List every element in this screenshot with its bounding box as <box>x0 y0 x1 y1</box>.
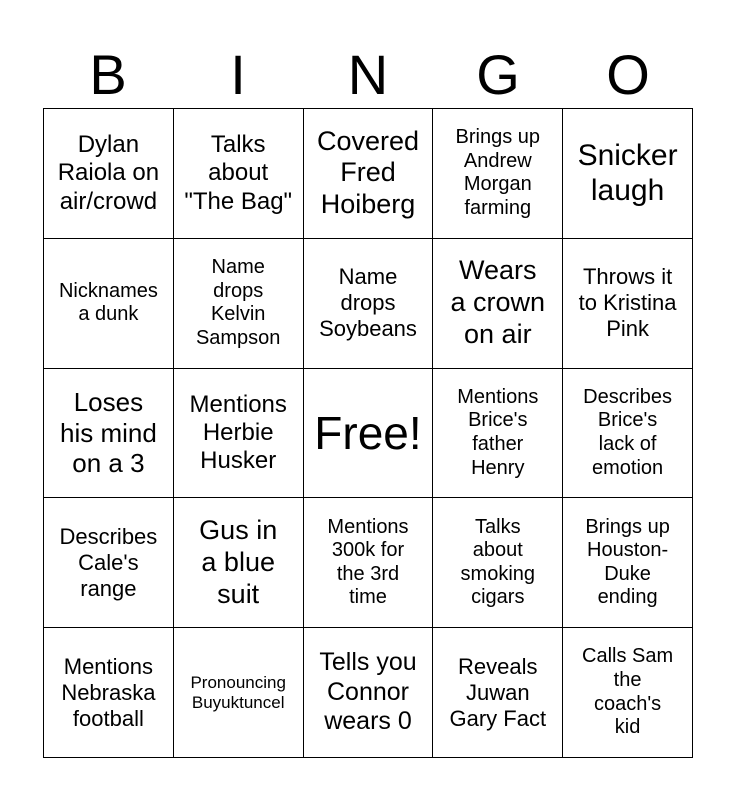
cell-text: Nicknames a dunk <box>58 279 158 326</box>
cell-text: Snicker laugh <box>577 139 678 208</box>
bingo-cell-r2-c3[interactable] <box>304 239 434 369</box>
cell-text: Reveals Juwan Gary Fact <box>449 653 547 731</box>
cell-text: Name drops Kelvin Sampson <box>195 256 281 349</box>
cell-text: Brings up Andrew Morgan farming <box>455 126 541 219</box>
cell-text: Talks about "The Bag" <box>184 130 293 215</box>
cell-text: Covered Fred Hoiberg <box>316 125 420 220</box>
bingo-cell-r4-c4[interactable] <box>433 498 563 628</box>
bingo-cell-r5-c5[interactable] <box>563 628 693 758</box>
cell-text: Tells you Connor wears 0 <box>319 648 417 736</box>
cell-text: Mentions 300k for the 3rd time <box>327 515 409 609</box>
cell-text: Dylan Raiola on air/crowd <box>57 130 160 215</box>
free-space-text: Free! <box>314 406 422 459</box>
cell-text: Brings up Houston- Duke ending <box>585 515 670 609</box>
bingo-cell-r3-c1[interactable] <box>44 369 174 499</box>
cell-text: Name drops Soybeans <box>319 264 417 342</box>
bingo-header <box>43 40 693 110</box>
cell-text: Pronouncing Buyuktuncel <box>190 672 286 712</box>
bingo-cell-r1-c4[interactable] <box>433 109 563 239</box>
bingo-cell-r2-c1[interactable] <box>44 239 174 369</box>
cell-text: Calls Sam the coach's kid <box>582 645 674 739</box>
bingo-cell-r4-c2[interactable] <box>174 498 304 628</box>
bingo-cell-r3-c4[interactable] <box>433 369 563 499</box>
free-space-cell[interactable] <box>304 369 434 499</box>
cell-text: Mentions Brice's father Henry <box>457 385 539 479</box>
bingo-cell-r1-c1[interactable] <box>44 109 174 239</box>
cell-text: Describes Cale's range <box>59 523 158 601</box>
cell-text: Mentions Herbie Husker <box>189 390 287 475</box>
bingo-cell-r2-c4[interactable] <box>433 239 563 369</box>
bingo-cell-r5-c3[interactable] <box>304 628 434 758</box>
cell-text: Mentions Nebraska football <box>61 653 156 731</box>
cell-text: Wears a crown on air <box>450 255 546 350</box>
cell-text: Loses his mind on a 3 <box>59 386 157 479</box>
bingo-cell-r5-c4[interactable] <box>433 628 563 758</box>
bingo-cell-r2-c5[interactable] <box>563 239 693 369</box>
header-letter-g: G <box>476 43 520 106</box>
cell-text: Gus in a blue suit <box>199 515 278 609</box>
bingo-cell-r2-c2[interactable] <box>174 239 304 369</box>
bingo-cell-r5-c2[interactable] <box>174 628 304 758</box>
bingo-cell-r4-c5[interactable] <box>563 498 693 628</box>
bingo-cell-r4-c1[interactable] <box>44 498 174 628</box>
bingo-cell-r5-c1[interactable] <box>44 628 174 758</box>
cell-text: Talks about smoking cigars <box>460 515 536 609</box>
bingo-cell-r1-c2[interactable] <box>174 109 304 239</box>
header-letter-o: O <box>606 43 650 106</box>
header-letter-n: N <box>347 43 389 106</box>
bingo-cell-r1-c5[interactable] <box>563 109 693 239</box>
cell-text: Describes Brice's lack of emotion <box>583 385 673 479</box>
bingo-cell-r3-c2[interactable] <box>174 369 304 499</box>
bingo-cell-r1-c3[interactable] <box>304 109 434 239</box>
bingo-cell-r4-c3[interactable] <box>304 498 434 628</box>
header-letter-i: I <box>230 43 246 106</box>
cell-text: Throws it to Kristina Pink <box>578 264 677 342</box>
bingo-card-grid <box>43 108 693 758</box>
bingo-cell-r3-c5[interactable] <box>563 369 693 499</box>
header-letter-b: B <box>89 43 127 106</box>
